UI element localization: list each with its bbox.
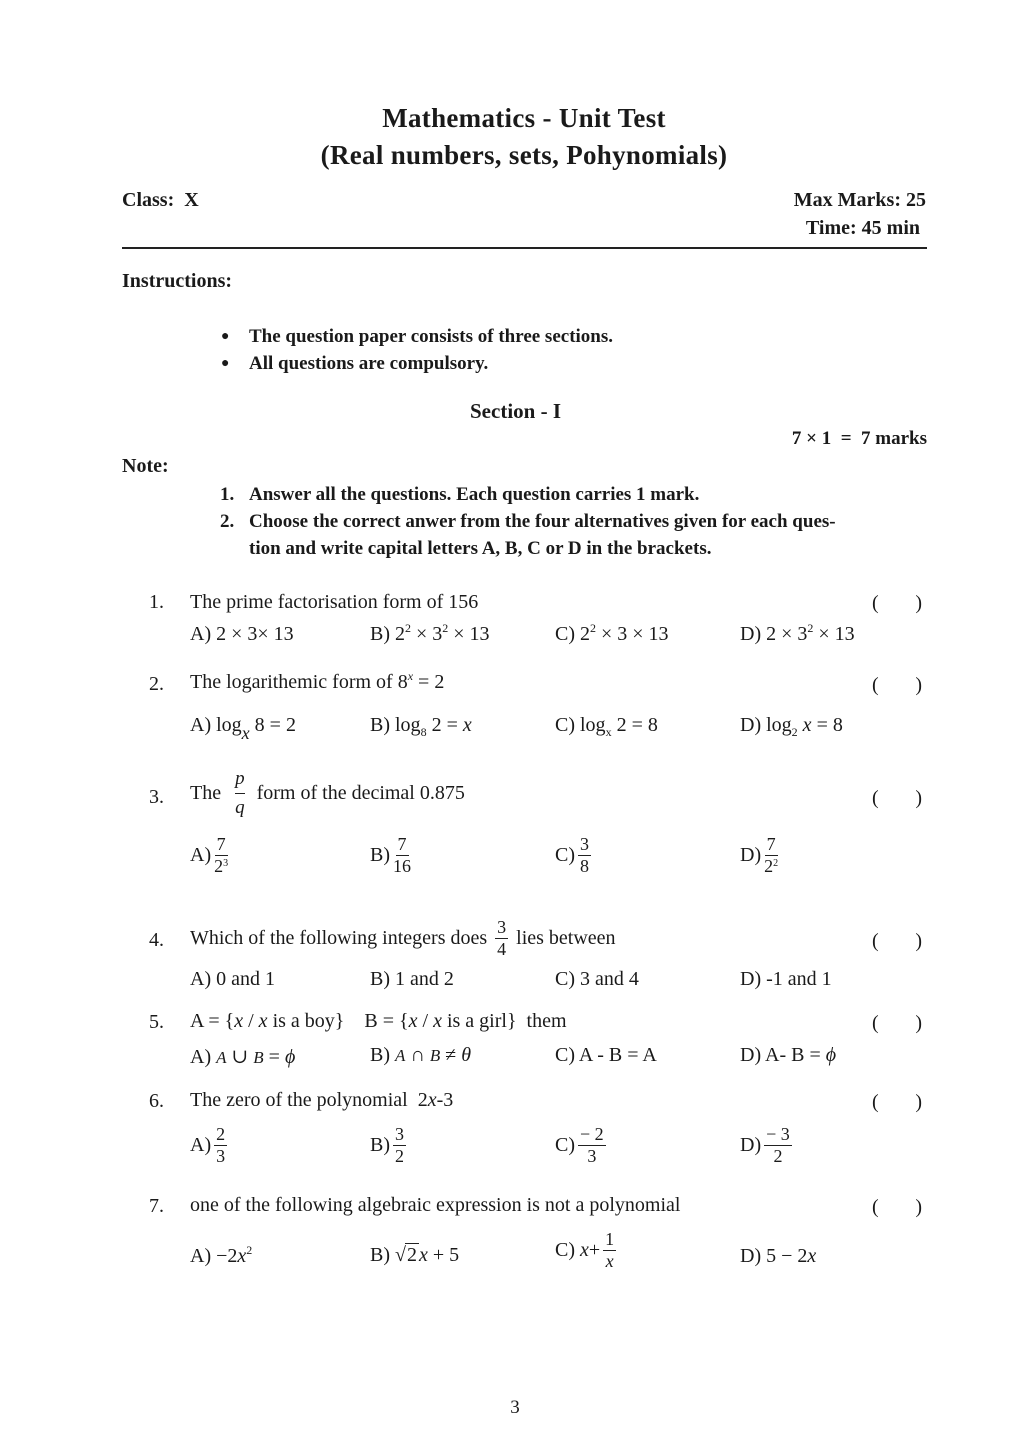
question-text: The prime factorisation form of 156 [190,591,479,613]
option-d: D) $2 \times 3^2 \times 13$ [740,621,855,645]
class-label: Class: X [122,189,199,211]
question-text: The logarithemic form of $8^x = 2$ [190,669,445,693]
option-a: A) 2 × 3× 13 [190,623,294,645]
option-c: C) $\frac{- 2}{3}$ [555,1124,604,1166]
header-divider [122,247,927,249]
page-title: Mathematics - Unit Test [382,103,666,133]
option-b: B) A ∩ B ≠ θ [370,1044,472,1066]
bullet-icon: ● [221,329,230,344]
page-number: 3 [510,1397,520,1418]
question-text: The $\frac{p}{q}$ form of the decimal 0.875 [190,767,465,818]
option-a: A) $\frac{7}{2^3}$ [190,834,229,876]
option-a: A) $\log_x 8 = 2$ [190,714,296,743]
option-b: B) $\log_8 2 = x$ [370,714,472,739]
question-number: 5. [149,1011,164,1033]
page-subtitle: (Real numbers, sets, Pohynomials) [320,140,728,170]
option-d: D) 5 − 2x [740,1245,817,1267]
option-a: A) $\frac{2}{3}$ [190,1124,226,1166]
question-number: 6. [149,1090,164,1112]
option-d: D) $\log_2 x = 8$ [740,714,843,739]
answer-bracket[interactable]: ( ) [872,1012,922,1034]
question-number: 4. [149,929,164,951]
option-b: B) 1 and 2 [370,968,454,990]
bullet-icon: ● [221,356,230,371]
question-number: 7. [149,1195,164,1217]
question-number: 3. [149,786,164,808]
option-c: C) $\frac{3}{8}$ [555,834,589,876]
option-b: B) $\frac{7}{16}$ [370,834,411,876]
note-item: 2. Choose the correct anwer from the four alternatives given for each ques- [220,511,836,532]
option-d: D) -1 and 1 [740,968,832,990]
option-a: $A) -2x^2$ [190,1243,253,1267]
answer-bracket[interactable]: ( ) [872,930,922,952]
note-item: 1. Answer all the questions. Each question carries 1 mark. [220,484,700,505]
question-text: The zero of the polynomial 2x-3 [190,1089,454,1111]
instruction-item: ● All questions are compulsory. [221,353,489,374]
answer-bracket[interactable]: ( ) [872,787,922,809]
time-allowed: Time: 45 min [805,217,920,239]
question-number: 2. [149,673,164,695]
answer-bracket[interactable]: ( ) [872,674,922,696]
question-text: one of the following algebraic expression is not a polynomial [190,1194,681,1216]
option-b: B) $2^2 \times 3^2 \times 13$ [370,621,490,645]
question-text: A = {x / x is a boy} B = {x / x is a girl} them [190,1010,567,1032]
option-c: C) x + $\frac{1}{x}$ [555,1229,615,1271]
option-c: C) $\log_x 2 = 8$ [555,714,658,739]
option-a: A) A ∪ B = ϕ [190,1046,296,1068]
option-b: B) √2 x + 5 [370,1244,460,1266]
question-number: 1. [149,591,164,613]
instructions-heading: Instructions: [122,270,233,292]
max-marks: Max Marks: 25 [793,189,926,211]
option-c: C) A - B = A [555,1044,657,1066]
option-d: D) $\frac{- 3}{2}$ [740,1124,790,1166]
section-marks: 7 × 1 = 7 marks [791,428,927,449]
answer-bracket[interactable]: ( ) [872,592,922,614]
option-c: C) $2^2 \times 3 \times 13$ [555,621,669,645]
fraction: $\frac{3}{4}$ [497,916,507,959]
option-b: B) $\frac{3}{2}$ [370,1124,404,1166]
fraction: $\frac{p}{q}$ [235,767,245,818]
option-a: A) 0 and 1 [190,968,275,990]
option-d: D) $\frac{7}{2^2}$ [740,834,779,876]
option-d: D) A- B = ϕ [740,1044,837,1066]
answer-bracket[interactable]: ( ) [872,1196,922,1218]
answer-bracket[interactable]: ( ) [872,1091,922,1113]
option-c: C) 3 and 4 [555,968,639,990]
instruction-item: ● The question paper consists of three sections. [221,326,614,347]
note-item-continued: tion and write capital letters A, B, C or D in the brackets. [249,538,712,559]
section-title: Section - I [470,399,561,423]
question-text: Which of the following integers does $\frac{3}{4}$ lies between [190,916,616,959]
note-heading: Note: [122,455,169,477]
